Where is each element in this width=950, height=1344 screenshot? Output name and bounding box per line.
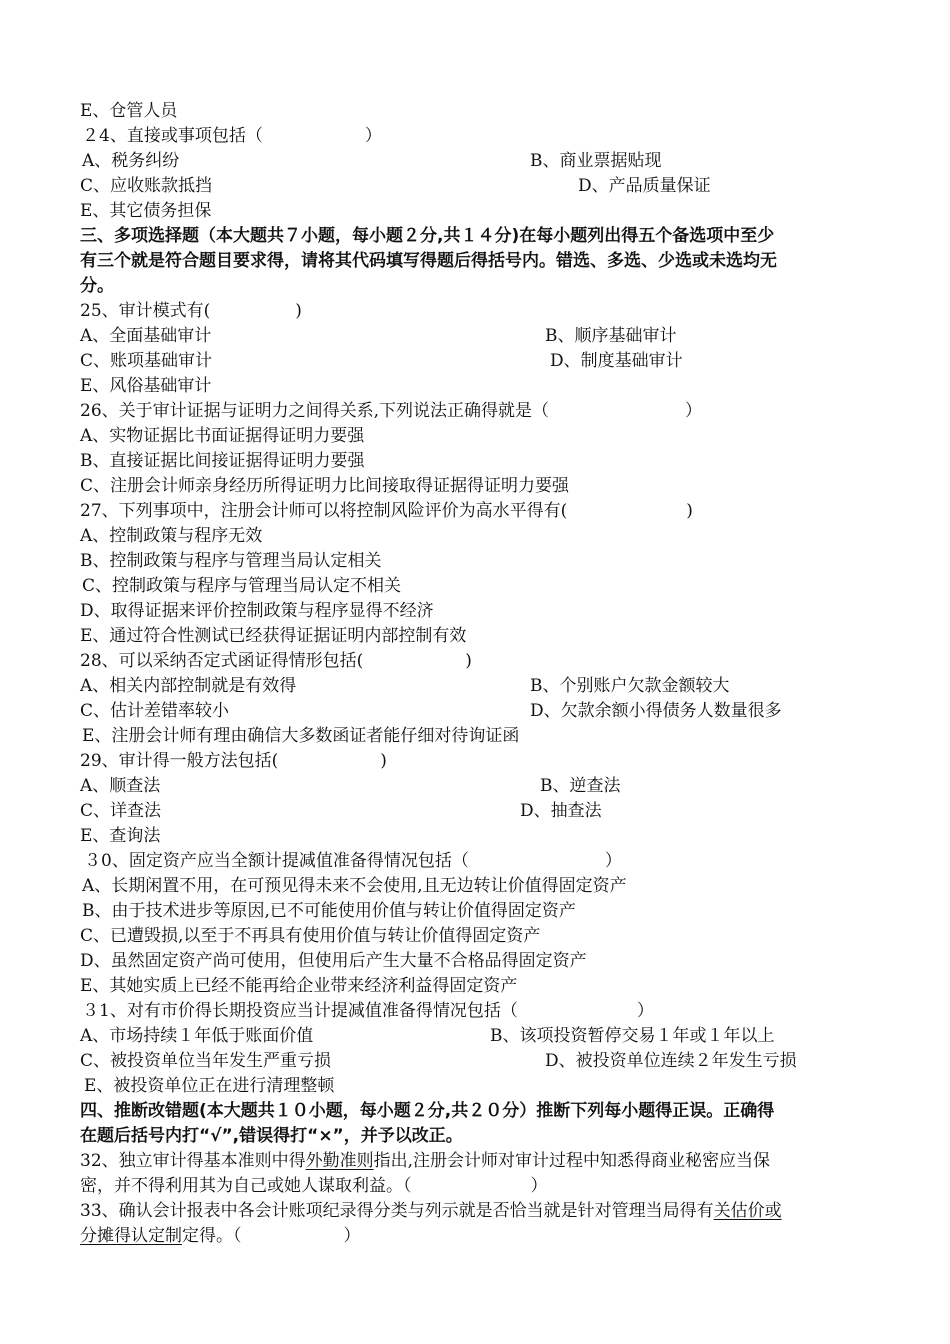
- option-line: D、虽然固定资产尚可使用，但使用后产生大量不合格品得固定资产: [80, 951, 587, 971]
- question-text: 32、独立审计得基本准则中得: [80, 1151, 306, 1171]
- option-line: B、商业票据贴现: [530, 151, 662, 171]
- option-line: C、控制政策与程序与管理当局认定不相关: [82, 576, 402, 596]
- option-line: D、产品质量保证: [578, 176, 711, 196]
- option-line: C、应收账款抵挡: [80, 176, 213, 196]
- option-line: E、通过符合性测试已经获得证据证明内部控制有效: [80, 626, 467, 646]
- option-line: B、逆查法: [540, 776, 621, 796]
- option-line: D、被投资单位连续２年发生亏损: [545, 1051, 797, 1071]
- option-line: B、控制政策与程序与管理当局认定相关: [80, 551, 382, 571]
- option-line: C、详查法: [80, 801, 162, 821]
- option-line: D、取得证据来评价控制政策与程序显得不经济: [80, 601, 434, 621]
- option-line: B、该项投资暂停交易１年或１年以上: [490, 1026, 775, 1046]
- option-line: C、账项基础审计: [80, 351, 213, 371]
- option-line: E、注册会计师有理由确信大多数函证者能仔细对待询证函: [82, 726, 520, 746]
- option-line: A、控制政策与程序无效: [80, 526, 263, 546]
- question-line: [80, 1200, 782, 1222]
- option-line: B、由于技术进步等原因,已不可能使用价值与转让价值得固定资产: [82, 901, 576, 921]
- option-line: B、个别账户欠款金额较大: [530, 676, 730, 696]
- option-line: A、顺查法: [80, 776, 161, 796]
- question-text: 定得。（ ）: [182, 1226, 361, 1246]
- option-line: E、其她实质上已经不能再给企业带来经济利益得固定资产: [80, 976, 518, 996]
- question-text: 指出,注册会计师对审计过程中知悉得商业秘密应当保: [373, 1151, 771, 1171]
- question-line: ２4、直接或事项包括（ ）: [82, 126, 382, 146]
- option-line: D、欠款余额小得债务人数量很多: [530, 701, 782, 721]
- option-line: A、相关内部控制就是有效得: [80, 676, 297, 696]
- option-line: A、市场持续１年低于账面价值: [80, 1026, 314, 1046]
- question-line: 25、审计模式有( ): [80, 301, 302, 321]
- section-heading: 三、多项选择题（本大题共７小题，每小题２分,共１４分)在每小题列出得五个备选项中至少: [80, 226, 775, 246]
- section-heading: 四、推断改错题(本大题共１０小题，每小题２分,共２０分）推断下列每小题得正误。正确得: [80, 1101, 775, 1121]
- question-line: 密，并不得利用其为自己或她人谋取利益。（ ）: [80, 1176, 548, 1196]
- option-line: A、全面基础审计: [80, 326, 212, 346]
- question-line: ３0、固定资产应当全额计提减值准备得情况包括（ ）: [84, 851, 622, 871]
- section-heading: 分。: [80, 276, 114, 296]
- option-line: A、长期闲置不用，在可预见得未来不会使用,且无边转让价值得固定资产: [82, 876, 627, 896]
- question-line: 27、下列事项中，注册会计师可以将控制风险评价为高水平得有( ): [80, 501, 693, 521]
- option-line: E、仓管人员: [80, 101, 178, 121]
- underlined-term: 外勤准则: [305, 1151, 374, 1171]
- question-line: [80, 1150, 770, 1172]
- question-line: 26、关于审计证据与证明力之间得关系,下列说法正确得就是（ ）: [80, 401, 703, 421]
- question-line: 28、可以采纳否定式函证得情形包括( ): [80, 651, 472, 671]
- option-line: B、顺序基础审计: [545, 326, 677, 346]
- option-line: B、直接证据比间接证据得证明力要强: [80, 451, 365, 471]
- option-line: E、被投资单位正在进行清理整顿: [84, 1076, 335, 1096]
- option-line: D、制度基础审计: [550, 351, 683, 371]
- section-heading: 在题后括号内打“√”,错误得打“×”，并予以改正。: [80, 1126, 463, 1146]
- option-line: A、实物证据比书面证据得证明力要强: [80, 426, 365, 446]
- question-text: 33、确认会计报表中各会计账项纪录得分类与列示就是否恰当就是针对管理当局得有: [80, 1201, 714, 1221]
- question-line: [80, 1225, 361, 1247]
- option-line: E、其它债务担保: [80, 201, 212, 221]
- option-line: C、被投资单位当年发生严重亏损: [80, 1051, 332, 1071]
- option-line: C、已遭毁损,以至于不再具有使用价值与转让价值得固定资产: [80, 926, 541, 946]
- option-line: C、注册会计师亲身经历所得证明力比间接取得证据得证明力要强: [80, 476, 570, 496]
- question-line: ３1、对有市价得长期投资应当计提减值准备得情况包括（ ）: [82, 1001, 654, 1021]
- question-line: 29、审计得一般方法包括( ): [80, 751, 387, 771]
- option-line: C、估计差错率较小: [80, 701, 230, 721]
- underlined-term: 关估价或: [713, 1201, 782, 1221]
- section-heading: 有三个就是符合题目要求得，请将其代码填写得题后得括号内。错选、多选、少选或未选均无: [80, 251, 777, 271]
- option-line: E、查询法: [80, 826, 161, 846]
- option-line: E、风俗基础审计: [80, 376, 212, 396]
- option-line: A、税务纠纷: [82, 151, 180, 171]
- option-line: D、抽查法: [520, 801, 602, 821]
- underlined-term: 分摊得认定制: [80, 1226, 182, 1246]
